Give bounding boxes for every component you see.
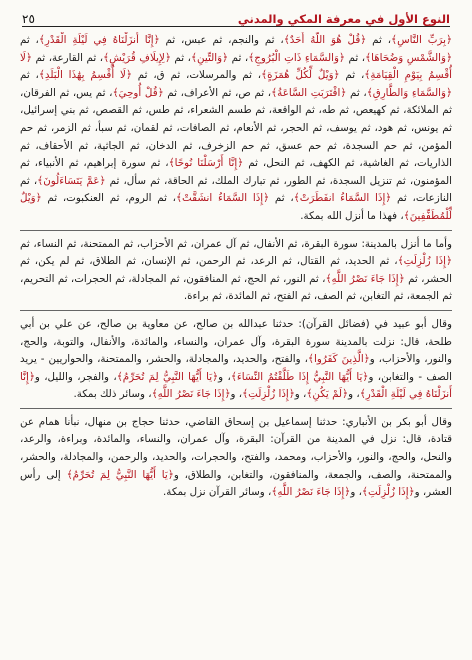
body-text: ، و [294,388,307,401]
quran-citation: ﴿وَيْلٌ لِّلْمُطَفِّفِينَ﴾ [20,192,452,222]
body-text: ، وسائر القرآن نزل بمكة. [163,486,272,499]
quran-citation: ﴿بِرَبِّ النَّاسِ﴾ [391,34,452,46]
body-text: وقال أبو عبيد في (فضائل القرآن): حدثنا عبدالله بن صالح، عن معاوية بن صالح، عن علي بن أبي طلحة، قال: نزلت بالمدينة سورة البقرة، وآل عمران، والنساء، والمائدة، والأنفال، والتوبة، والحج، والنور، والأحزاب، و [20,317,452,366]
paragraph-ibn-al-anbari [20,414,452,502]
body-text: ، و [230,388,243,401]
body-text: ، ثم يس، ثم الفرقان، ثم الملائكة، ثم كهيعص، ثم طه، ثم الواقعة، ثم طسم الشعراء، ثم طس، ثم القصص، ثم بني إسرائيل، ثم يونس، ثم هود، ثم يوسف، ثم الحجر، ثم الأنعام، ثم الصافات، ثم لقمان، ثم سبأ، ثم الزمر، ثم حم المؤمن، ثم حم السجدة، ثم حم عسق، ثم حم الزخرف، ثم الدخان، ثم الجاثية، ثم الأحقاف، ثم الذاريات، ثم الغاشية، ثم الكهف، ثم النحل، ثم [20,86,452,170]
body-text: وأما ما أنزل بالمدينة: سورة البقرة، ثم الأنفال، ثم آل عمران، ثم الأحزاب، ثم الممتحنة، ثم النساء، ثم [20,237,452,250]
quran-citation: ﴿إِذَا السَّمَاءُ انشَقَّتْ﴾ [176,192,270,205]
body-text: ، ثم والنجم، ثم عبس، ثم [159,34,284,46]
body-text: وقال أبو بكر بن الأنباري: حدثنا إسماعيل بن إسحاق القاضي، حدثنا حجاج بن منهال، نبأنا همام عن قتادة، قال: نزل في المدينة من القرآن: البقرة، وآل عمران، والنساء، والمائدة، وبراءة، والرعد، والنحل، والحج، والنور، والأحزاب، ومحمد، والفتح، والحجرات، والحديد، والرحمن، والمجادلة، والحشر، والممتحنة، والصف، والجمعة، والمنافقون، والتغابن، والطلاق، و [20,415,452,481]
body-text: ، ثم النور، ثم الحج، ثم المنافقون، ثم المجادلة، ثم الحجرات، ثم التحريم، ثم الجمعة، ثم التغابن، ثم الصف، ثم الفتح، ثم المائدة، ثم براءة. [20,272,452,303]
body-text: ، ثم [20,34,39,46]
quran-citation: ﴿وَالسَّمَاءِ وَالطَّارِقِ﴾ [366,86,452,99]
body-text: ، ثم الروم، ثم العنكبوت، ثم [41,192,177,205]
body-text: ، ثم [20,69,39,82]
quran-citation: ﴿وَالسَّمَاءِ ذَاتِ الْبُرُوجِ﴾ [248,51,345,64]
body-text: ، ثم الحديد، ثم القتال، ثم الرعد، ثم الرحمن، ثم الإنسان، ثم الطلاق، ثم لم يكن، ثم الحشر، ثم [20,255,452,285]
running-header [22,6,450,27]
quran-citation: ﴿وَالتِّينِ﴾ [190,51,229,64]
body-text: ، ثم [228,51,249,64]
quran-citation: ﴿عَمَّ يَتَسَاءَلُونَ﴾ [37,174,106,187]
body-text: ، ثم [170,51,191,64]
quran-citation: ﴿إِذَا جَاءَ نَصْرُ اللَّهِ﴾ [151,388,231,401]
quran-citation: ﴿إِذَا زُلْزِلَتِ﴾ [242,388,295,401]
body-text: ، ثم [344,51,366,64]
separator-line [20,230,452,231]
quran-citation: ﴿يَا أَيُّهَا النَّبِيُّ إِذَا طَلَّقْتُمُ النِّسَاءَ﴾ [230,370,369,383]
quran-citation: ﴿إِنَّا أَنزَلْنَاهُ فِي لَيْلَةِ الْقَدْرِ﴾ [20,370,452,401]
quran-citation: ﴿إِذَا زُلْزِلَتِ﴾ [361,486,415,499]
body-text: ، و [350,486,362,499]
body-text: ، فهذا ما أنزل الله بمكة. [300,209,404,222]
separator-line [20,408,452,409]
page-body [20,32,452,654]
quran-citation: ﴿إِنَّا أَرْسَلْنَا نُوحًا﴾ [168,157,244,170]
separator-line [20,310,452,311]
quran-citation: ﴿قُلْ أُوحِيَ﴾ [112,86,164,99]
quran-citation: ﴿لَا أُقْسِمُ بِيَوْمِ الْقِيَامَةِ﴾ [20,51,452,82]
quran-citation: ﴿إِنَّا أَنزَلْنَاهُ فِي لَيْلَةِ الْقَدْرِ﴾ [38,34,160,46]
paragraph-medinan-list [20,236,452,306]
body-text: ، ثم ص، ثم الأعراف، ثم [163,86,272,99]
paragraph-abu-ubaid [20,316,452,404]
page-number: ٢٥ [22,12,35,26]
body-text: ، ثم والمرسلات، ثم ق، ثم [131,69,262,82]
body-text: ، ثم [339,69,365,82]
body-text: ، ثم سورة إبراهيم، ثم الأنبياء، ثم المؤمنون، ثم تنزيل السجدة، ثم الطور، ثم تبارك الملك، ثم الحاقة، ثم سأل، ثم [20,157,452,187]
body-text: ، وسائر ذلك بمكة. [73,388,152,401]
quran-citation: ﴿وَيْلٌ لِّكُلِّ هُمَزَةٍ﴾ [261,69,340,82]
quran-citation: ﴿يَا أَيُّهَا النَّبِيُّ لِمَ تُحَرِّمُ﴾ [66,468,174,481]
quran-citation: ﴿وَالشَّمْسِ وَضُحَاهَا﴾ [365,51,452,64]
body-text: ، ثم النازعات، ثم [20,174,452,205]
quran-citation: ﴿إِذَا زُلْزِلَتِ﴾ [397,255,452,268]
body-text: ، ثم [269,192,294,205]
body-text: ، ثم [346,86,367,99]
body-text: ، و [348,388,360,401]
quran-citation: ﴿إِذَا جَاءَ نَصْرُ اللَّهِ﴾ [325,272,405,285]
quran-citation: ﴿لَمْ يَكُنِ﴾ [306,388,349,401]
body-text: ، و [218,370,231,383]
body-text: ، ثم القارعة، ثم [31,51,104,64]
quran-citation: ﴿الَّذِينَ كَفَرُوا﴾ [307,353,370,366]
quran-citation: ﴿لِإِيلَافِ قُرَيْشٍ﴾ [103,51,171,64]
quran-citation: ﴿لَا أُقْسِمُ بِهَٰذَا الْبَلَدِ﴾ [38,69,132,82]
body-text: إلى رأس العشر، و [20,468,452,499]
quran-citation: ﴿إِذَا السَّمَاءُ انفَطَرَتْ﴾ [293,192,392,205]
body-text: ، والفتح، والحديد، والمجادلة، والحشر، والممتحنة، والحواريين - يريد الصف - والتغابن، و [20,353,452,383]
body-text: ، ثم [366,34,392,46]
quran-citation: ﴿يَا أَيُّهَا النَّبِيُّ لِمَ تُحَرِّمُ﴾ [116,370,219,383]
body-text: ، والفجر، والليل، و [34,370,117,383]
paragraph-meccan-list [20,32,452,226]
quran-citation: ﴿اقْتَرَبَتِ السَّاعَةُ﴾ [271,86,347,99]
quran-citation: ﴿قُلْ هُوَ اللَّهُ أَحَدٌ﴾ [283,34,367,46]
chapter-title: النوع الأول في معرفة المكي والمدني [237,12,450,26]
quran-citation: ﴿إِذَا جَاءَ نَصْرُ اللَّهِ﴾ [271,486,351,499]
